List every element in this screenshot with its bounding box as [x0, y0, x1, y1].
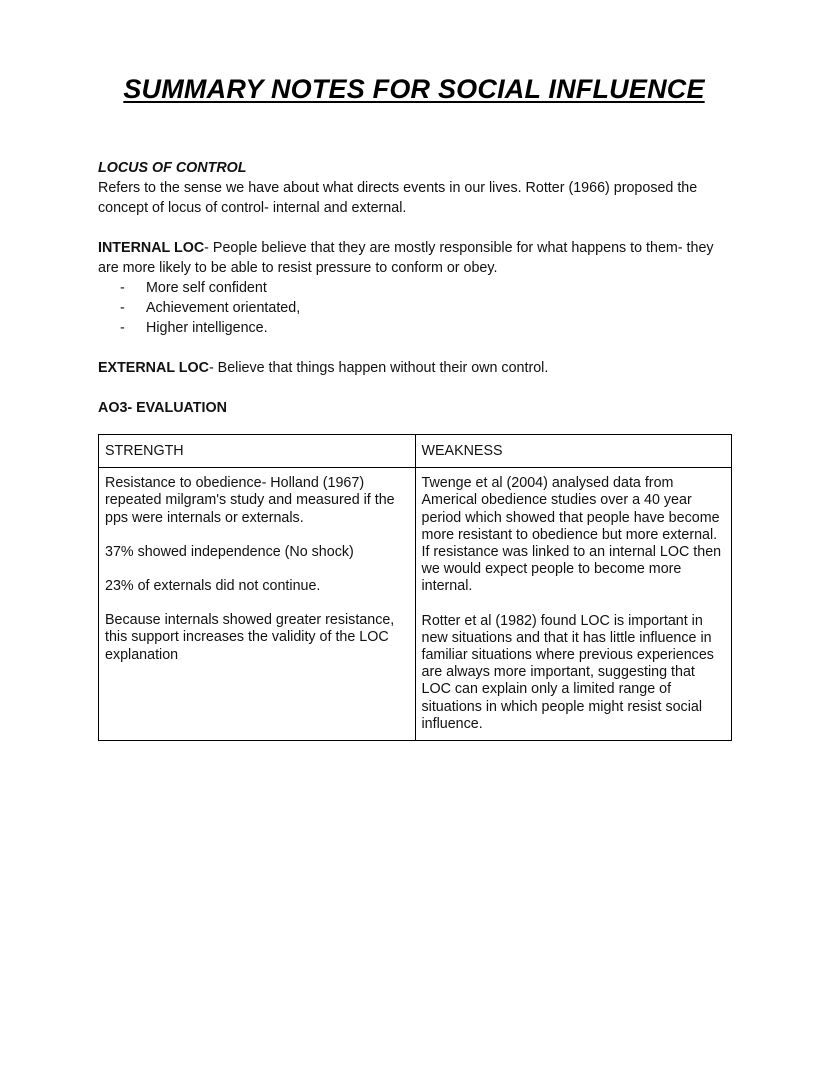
spacer: [422, 596, 726, 613]
column-header-strength: STRENGTH: [99, 435, 416, 468]
list-item: [120, 318, 738, 338]
column-header-weakness: WEAKNESS: [415, 435, 732, 468]
spacer: [98, 218, 738, 238]
internal-bullet-list: [98, 278, 738, 338]
bullet-text: Higher intelligence.: [146, 320, 268, 336]
evaluation-heading: AO3- EVALUATION: [98, 400, 227, 416]
weakness-point: If resistance was linked to an internal LOC then we would expect people to become more internal.: [421, 544, 722, 595]
table-header-row: [99, 435, 732, 468]
strength-point: 37% showed independence (No shock): [105, 543, 354, 560]
spacer: [98, 338, 738, 358]
notes-body: [98, 158, 738, 418]
strength-point: 23% of externals did not continue.: [105, 578, 321, 595]
weakness-point: Twenge et al (2004) analysed data from Americal obedience studies over a 40 year period which showed that people have become more resistant to obedience but more external.: [421, 475, 720, 543]
bullet-dash: -: [120, 280, 125, 296]
internal-text: - People believe that they are mostly responsible for what happens to them- they are more likely to be able to resist pressure to conform or obey.: [98, 240, 714, 276]
list-item: [120, 298, 738, 318]
strength-point: Resistance to obedience- Holland (1967) repeated milgram's study and measured if the pps were internals or externals.: [105, 475, 395, 526]
locus-text: Refers to the sense we have about what directs events in our lives. Rotter (1966) proposed the concept of locus of control- internal and external.: [98, 180, 698, 216]
strength-cell: [99, 468, 416, 741]
table-row: [99, 468, 732, 741]
spacer: [98, 378, 738, 398]
external-label: EXTERNAL LOC: [98, 360, 209, 376]
weakness-point: Rotter et al (1982) found LOC is important in new situations and that it has little influence in familiar situations where previous experiences are always more important, suggesting that LOC can explain only a limited range of situations in which people might resist social influence.: [421, 612, 714, 732]
bullet-text: Achievement orientated,: [146, 300, 301, 316]
internal-label: INTERNAL LOC: [98, 240, 205, 256]
strength-point: Because internals showed greater resistance, this support increases the validity of the LOC explanation: [105, 612, 395, 663]
internal-paragraph: [98, 238, 738, 278]
bullet-text: More self confident: [146, 280, 267, 296]
spacer: [105, 561, 409, 578]
evaluation-table: [98, 434, 732, 741]
locus-heading: LOCUS OF CONTROL: [98, 160, 247, 176]
bullet-dash: -: [120, 320, 125, 336]
spacer: [105, 595, 409, 612]
spacer: [105, 527, 409, 544]
page-title: SUMMARY NOTES FOR SOCIAL INFLUENCE: [123, 74, 705, 104]
weakness-cell: [415, 468, 732, 741]
external-text: - Believe that things happen without their own control.: [208, 360, 549, 376]
list-item: [120, 278, 738, 298]
external-paragraph: [98, 358, 738, 378]
bullet-dash: -: [120, 300, 125, 316]
